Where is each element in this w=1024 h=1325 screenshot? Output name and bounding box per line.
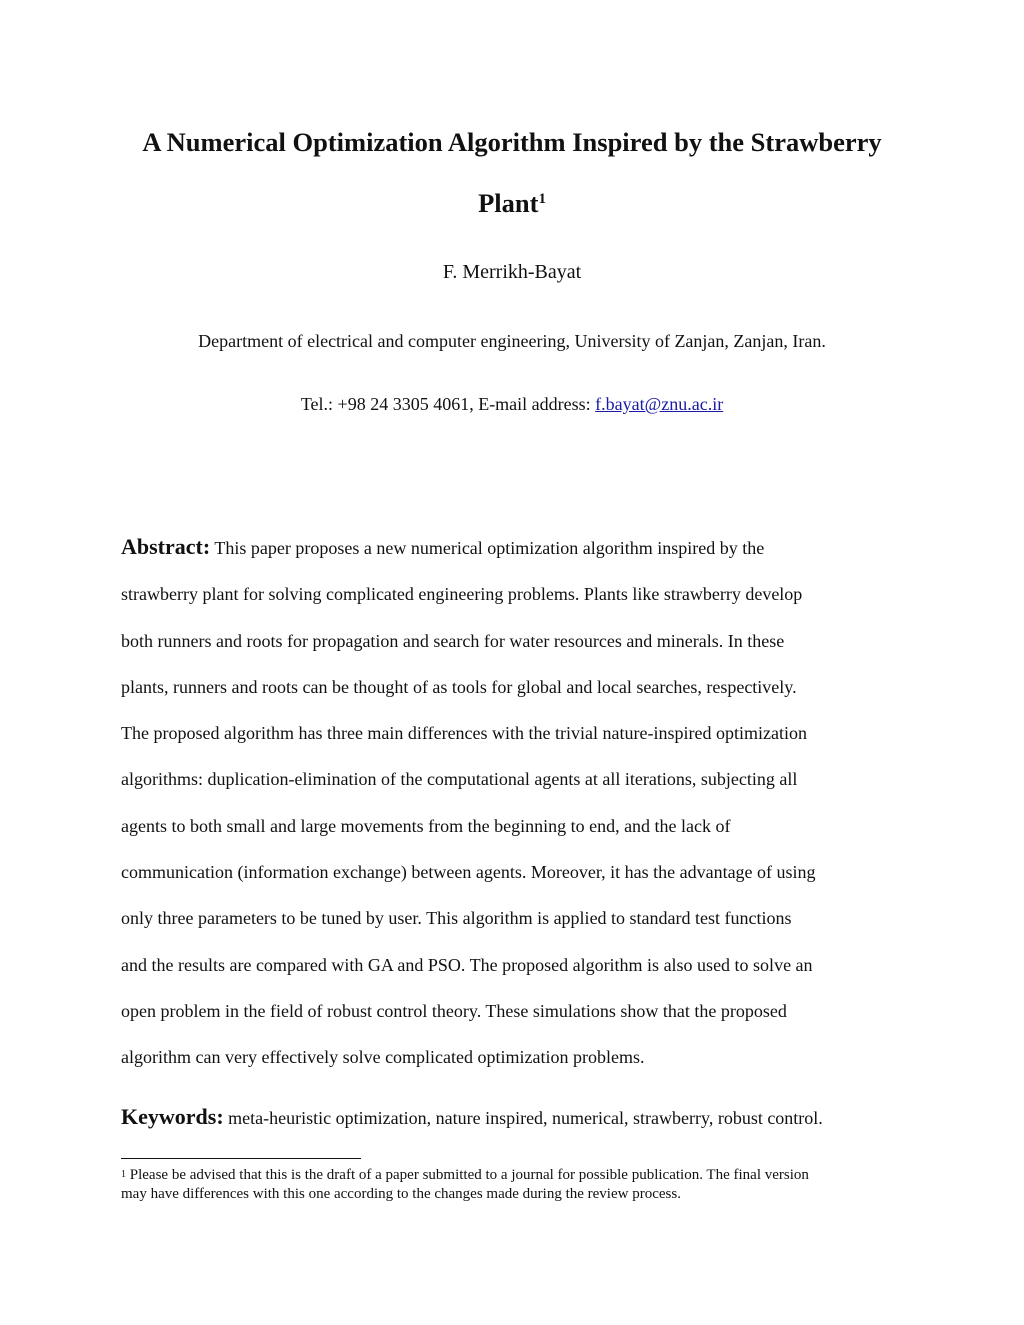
abstract-line bbox=[121, 524, 911, 571]
title-footnote-mark: 1 bbox=[538, 191, 546, 207]
abstract-line: only three parameters to be tuned by user. This algorithm is applied to standard test functions bbox=[121, 908, 792, 929]
abstract-line: and the results are compared with GA and PSO. The proposed algorithm is also used to solve an bbox=[121, 954, 813, 975]
email-link[interactable]: f.bayat@znu.ac.ir bbox=[595, 394, 724, 414]
title-line-1: A Numerical Optimization Algorithm Inspired by the Strawberry bbox=[142, 127, 882, 157]
abstract-line-text: This paper proposes a new numerical optimization algorithm inspired by the bbox=[214, 538, 765, 558]
abstract-line: communication (information exchange) between agents. Moreover, it has the advantage of using bbox=[121, 862, 816, 883]
contact-text: Tel.: +98 24 3305 4061, E-mail address: bbox=[300, 394, 596, 414]
abstract-line: agents to both small and large movements from the beginning to end, and the lack of bbox=[121, 815, 731, 836]
paper-title bbox=[100, 112, 924, 234]
abstract-section bbox=[121, 524, 911, 1081]
footnote bbox=[121, 1166, 911, 1204]
author-affiliation: Department of electrical and computer engineering, University of Zanjan, Zanjan, Iran. bbox=[198, 331, 826, 351]
abstract-line: algorithm can very effectively solve complicated optimization problems. bbox=[121, 1047, 645, 1068]
footnote-divider bbox=[121, 1158, 361, 1159]
abstract-label: Abstract: bbox=[121, 534, 211, 559]
footnote-mark: 1 bbox=[121, 1169, 126, 1180]
keywords-section bbox=[121, 1104, 921, 1130]
abstract-line: algorithms: duplication-elimination of the computational agents at all iterations, subjecting all bbox=[121, 769, 798, 790]
abstract-line: strawberry plant for solving complicated engineering problems. Plants like strawberry develop bbox=[121, 584, 803, 605]
footnote-line-2: may have differences with this one according to the changes made during the review process. bbox=[121, 1186, 681, 1202]
author-contact bbox=[0, 394, 1024, 415]
keywords-text: meta-heuristic optimization, nature inspired, numerical, strawberry, robust control. bbox=[228, 1108, 823, 1128]
abstract-line: plants, runners and roots can be thought of as tools for global and local searches, respectively. bbox=[121, 676, 797, 697]
abstract-line: open problem in the field of robust control theory. These simulations show that the proposed bbox=[121, 1000, 787, 1021]
footnote-line-1 bbox=[121, 1166, 911, 1185]
author-name: F. Merrikh-Bayat bbox=[442, 261, 582, 283]
footnote-text-1: Please be advised that this is the draft of a paper submitted to a journal for possible publication. The final version bbox=[129, 1167, 809, 1183]
title-line-2: Plant bbox=[478, 188, 539, 218]
abstract-line: both runners and roots for propagation and search for water resources and minerals. In these bbox=[121, 630, 785, 651]
keywords-label: Keywords: bbox=[121, 1104, 224, 1129]
abstract-line: The proposed algorithm has three main differences with the trivial nature-inspired optimization bbox=[121, 723, 807, 744]
